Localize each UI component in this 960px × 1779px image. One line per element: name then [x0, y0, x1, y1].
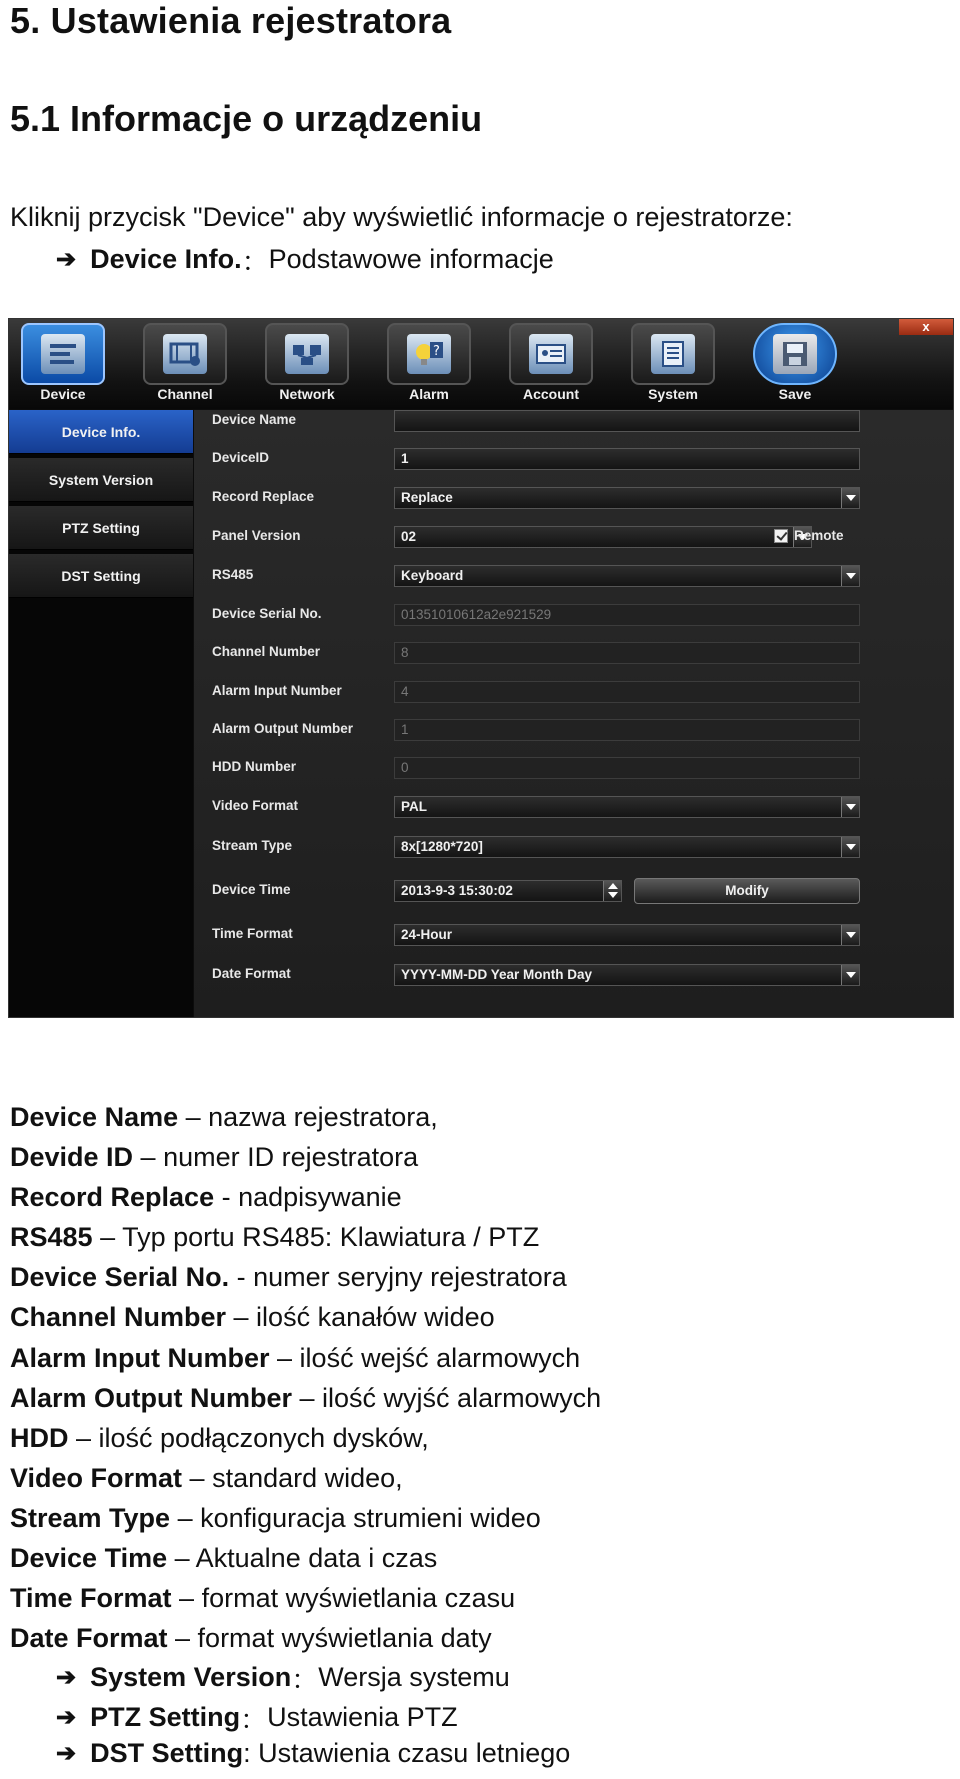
- hdd-number-field: 0: [394, 757, 860, 779]
- save-icon: [773, 334, 817, 374]
- section-heading: 5. Ustawienia rejestratora: [10, 0, 452, 41]
- close-button[interactable]: x: [899, 319, 953, 335]
- panel-version-select[interactable]: 02: [394, 526, 812, 548]
- row-video-format: Video Format PAL: [194, 792, 954, 822]
- row-device-name: Device Name: [194, 406, 954, 436]
- row-device-time: Device Time 2013-9-3 15:30:02 Modify: [194, 876, 954, 906]
- desc-line: Device Time – Aktualne data i czas: [10, 1543, 438, 1574]
- bullet-dst-setting: ➔ DST Setting : Ustawienia czasu letniego: [56, 1738, 571, 1768]
- chevron-down-icon: [841, 965, 859, 985]
- chevron-down-icon: [841, 797, 859, 817]
- row-alarm-output: Alarm Output Number 1: [194, 715, 954, 745]
- tab-channel[interactable]: Channel: [137, 323, 233, 403]
- desc-line: Alarm Output Number – ilość wyjść alarmowych: [10, 1382, 602, 1413]
- device-info-form: [194, 410, 954, 1018]
- row-stream-type: Stream Type 8x[1280*720]: [194, 832, 954, 862]
- modify-button[interactable]: Modify: [634, 878, 860, 904]
- tab-network[interactable]: Network: [259, 323, 355, 403]
- arrow-icon: ➔: [56, 1704, 77, 1731]
- sidebar-item-system-version[interactable]: System Version: [9, 458, 193, 502]
- arrow-icon: ➔: [56, 246, 77, 273]
- row-date-format: Date Format YYYY-MM-DD Year Month Day: [194, 960, 954, 990]
- chevron-down-icon: [841, 925, 859, 945]
- desc-line: Channel Number – ilość kanałów wideo: [10, 1302, 495, 1333]
- bullet-ptz-setting: ➔ PTZ Setting ： Ustawienia PTZ: [56, 1702, 458, 1735]
- rs485-select[interactable]: Keyboard: [394, 565, 860, 587]
- chevron-down-icon: [841, 488, 859, 508]
- date-format-select[interactable]: YYYY-MM-DD Year Month Day: [394, 964, 860, 986]
- network-icon: [285, 334, 329, 374]
- video-format-select[interactable]: PAL: [394, 796, 860, 818]
- tab-device[interactable]: Device: [15, 323, 111, 403]
- alarm-input-field: 4: [394, 681, 860, 703]
- account-icon: [529, 334, 573, 374]
- spinner-icon[interactable]: [603, 881, 621, 901]
- tab-alarm[interactable]: ? Alarm: [381, 323, 477, 403]
- device-name-input[interactable]: [394, 410, 860, 432]
- desc-line: Record Replace - nadpisywanie: [10, 1182, 402, 1213]
- desc-line: HDD – ilość podłączonych dysków,: [10, 1422, 429, 1453]
- time-format-select[interactable]: 24-Hour: [394, 924, 860, 946]
- subsection-heading: 5.1 Informacje o urządzeniu: [10, 98, 483, 139]
- remote-checkbox[interactable]: Remote: [774, 528, 844, 543]
- row-hdd-number: HDD Number 0: [194, 753, 954, 783]
- bullet-text: Podstawowe informacje: [268, 244, 554, 274]
- record-replace-select[interactable]: Replace: [394, 487, 860, 509]
- row-device-id: DeviceID 1: [194, 444, 954, 474]
- bullet-separator: ：: [241, 247, 269, 277]
- desc-line: Devide ID – numer ID rejestratora: [10, 1142, 419, 1173]
- desc-line: Time Format – format wyświetlania czasu: [10, 1583, 516, 1614]
- desc-line: Date Format – format wyświetlania daty: [10, 1623, 492, 1654]
- bullet-term: Device Info.: [90, 244, 242, 274]
- bullet-device-info: [56, 240, 554, 279]
- desc-line: Device Name – nazwa rejestratora,: [10, 1102, 438, 1132]
- sidebar-item-device-info[interactable]: Device Info.: [9, 410, 193, 454]
- field-descriptions: [10, 1097, 601, 1658]
- desc-line: Alarm Input Number – ilość wejść alarmowych: [10, 1342, 581, 1373]
- channel-icon: [163, 334, 207, 374]
- desc-line: Stream Type – konfiguracja strumieni wideo: [10, 1502, 541, 1533]
- svg-text:?: ?: [433, 344, 440, 359]
- desc-line: RS485 – Typ portu RS485: Klawiatura / PTZ: [10, 1222, 540, 1253]
- tab-system[interactable]: System: [625, 323, 721, 403]
- settings-sidebar: [9, 410, 193, 1018]
- device-icon: [41, 334, 85, 374]
- alarm-output-field: 1: [394, 719, 860, 741]
- sidebar-item-dst-setting[interactable]: DST Setting: [9, 554, 193, 598]
- tab-account[interactable]: Account: [503, 323, 599, 403]
- chevron-down-icon: [841, 837, 859, 857]
- row-record-replace: Record Replace Replace: [194, 483, 954, 513]
- dvr-settings-screenshot: [8, 318, 954, 1018]
- device-time-input[interactable]: 2013-9-3 15:30:02: [394, 880, 622, 902]
- row-time-format: Time Format 24-Hour: [194, 920, 954, 950]
- desc-line: Video Format – standard wideo,: [10, 1462, 403, 1493]
- device-id-input[interactable]: 1: [394, 448, 860, 470]
- row-serial: Device Serial No. 01351010612a2e921529: [194, 600, 954, 630]
- system-icon: [651, 334, 695, 374]
- checkbox-checked-icon: [774, 529, 788, 543]
- top-toolbar: [9, 319, 953, 409]
- arrow-icon: ➔: [56, 1740, 77, 1767]
- row-panel-version: Panel Version 02 Remote: [194, 522, 954, 552]
- sidebar-item-ptz-setting[interactable]: PTZ Setting: [9, 506, 193, 550]
- row-channel-number: Channel Number 8: [194, 638, 954, 668]
- alarm-icon: [407, 334, 451, 374]
- chevron-down-icon: [841, 566, 859, 586]
- serial-number-field: 01351010612a2e921529: [394, 604, 860, 626]
- row-rs485: RS485 Keyboard: [194, 561, 954, 591]
- intro-text: Kliknij przycisk "Device" aby wyświetlić informacje o rejestratorze:: [10, 202, 793, 232]
- arrow-icon: ➔: [56, 1664, 77, 1691]
- stream-type-select[interactable]: 8x[1280*720]: [394, 836, 860, 858]
- desc-line: Device Serial No. - numer seryjny rejestratora: [10, 1262, 567, 1293]
- channel-number-field: 8: [394, 642, 860, 664]
- bullet-system-version: ➔ System Version ： Wersja systemu: [56, 1662, 510, 1695]
- row-alarm-input: Alarm Input Number 4: [194, 677, 954, 707]
- tab-save[interactable]: Save: [747, 323, 843, 403]
